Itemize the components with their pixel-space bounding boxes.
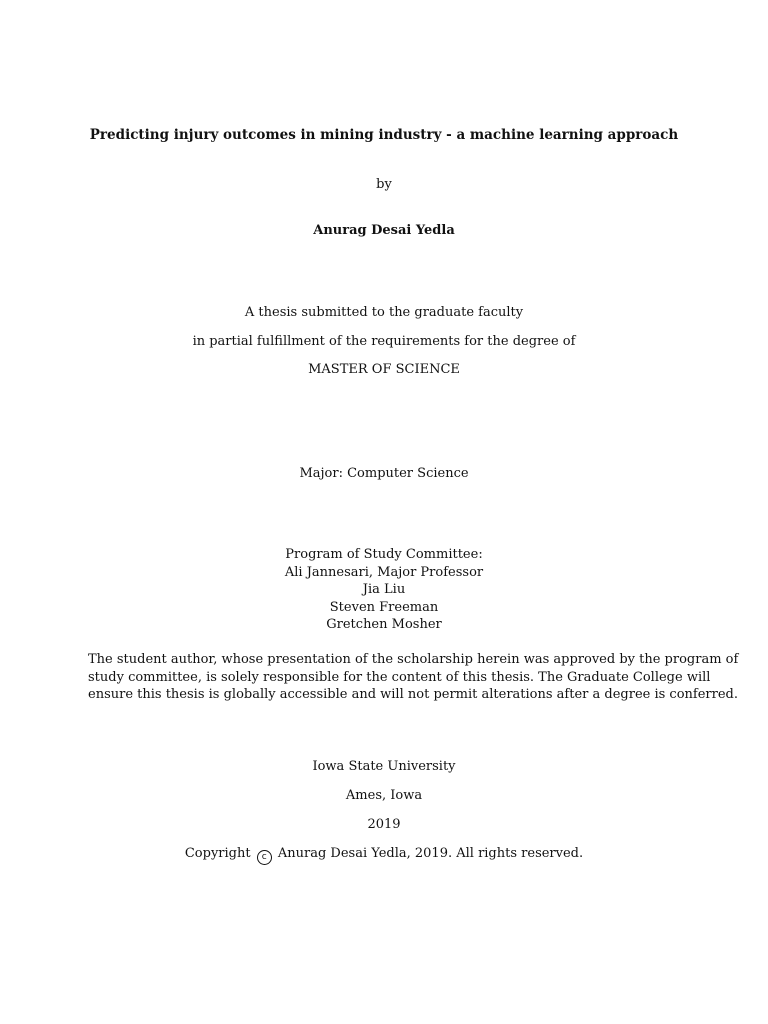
author-statement [88,651,739,704]
university-location: Ames, Iowa [345,788,423,803]
committee-block [0,546,768,634]
author-name: Anurag Desai Yedla [313,223,455,238]
committee-member: Ali Jannesari, Major Professor [284,564,484,580]
copyright-prefix: Copyright [184,846,251,861]
copyright-icon: c [257,850,272,865]
major: Major: Computer Science [299,466,469,481]
copyright-text: Anurag Desai Yedla, 2019. All rights reserved. [277,846,584,861]
committee-heading: Program of Study Committee: [285,547,483,562]
submission-line-2: in partial fulfillment of the requirements for the degree of [192,334,576,349]
copyright-notice [0,845,768,865]
thesis-title: Predicting injury outcomes in mining industry - a machine learning approach [89,127,679,143]
submission-line-1: A thesis submitted to the graduate faculty [244,305,524,320]
degree-name: MASTER OF SCIENCE [308,362,460,377]
committee-member: Jia Liu [362,582,406,597]
statement-line: The student author, whose presentation of the scholarship herein was approved by the program of [88,652,739,667]
statement-line: ensure this thesis is globally accessible and will not permit alterations after a degree is conferred. [88,687,738,702]
committee-member: Gretchen Mosher [326,617,442,632]
thesis-year: 2019 [367,817,401,832]
by-label: by [376,177,392,192]
statement-line: study committee, is solely responsible for the content of this thesis. The Graduate College will [88,669,711,685]
university-name: Iowa State University [312,759,456,774]
committee-member: Steven Freeman [329,599,439,615]
